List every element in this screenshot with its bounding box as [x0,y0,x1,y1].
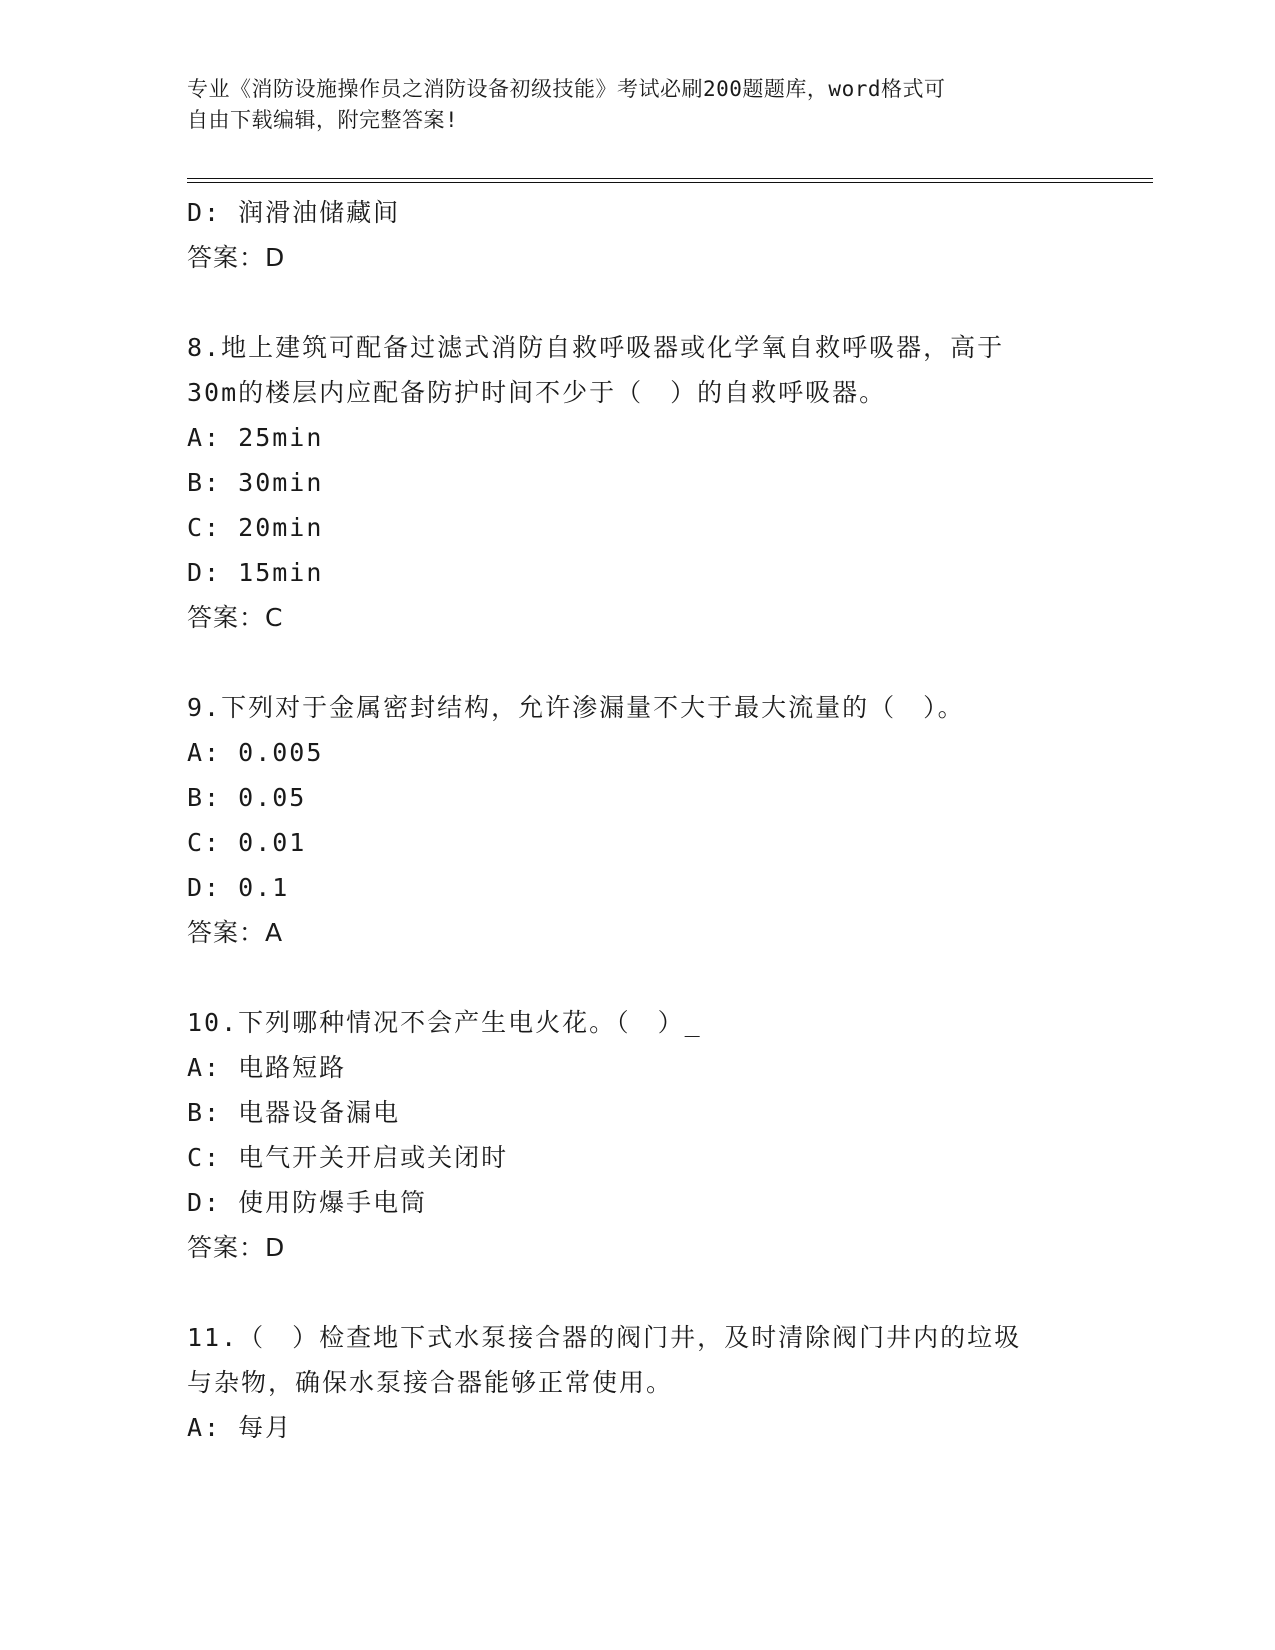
question-answer: 答案：A [187,918,284,947]
header-divider [187,178,1153,183]
document-body [187,190,1087,1450]
question-option: D: 使用防爆手电筒 [187,1188,428,1217]
question-stem: 与杂物，确保水泵接合器能够正常使用。 [187,1368,674,1397]
question-option: B: 30min [187,468,324,497]
question-option: C: 0.01 [187,828,307,857]
question-option: B: 电器设备漏电 [187,1098,401,1127]
question-option: A: 电路短路 [187,1053,347,1082]
question-option: A: 每月 [187,1413,293,1442]
spacer [187,280,1087,325]
page-header [187,74,1067,136]
spacer [187,640,1087,685]
question-option: C: 20min [187,513,324,542]
question-option: C: 电气开关开启或关闭时 [187,1143,509,1172]
question-block [187,685,1087,955]
question-option: A: 0.005 [187,738,324,767]
question-stem: 9.下列对于金属密封结构，允许渗漏量不大于最大流量的（ ）。 [187,693,965,722]
spacer [187,1270,1087,1315]
question-option: A: 25min [187,423,324,452]
header-line-2: 自由下载编辑，附完整答案! [187,108,459,132]
question-stem: 8.地上建筑可配备过滤式消防自救呼吸器或化学氧自救呼吸器，高于 [187,333,1005,362]
question-stem: 11.（ ）检查地下式水泵接合器的阀门井，及时清除阀门井内的垃圾 [187,1323,1022,1352]
header-line-1: 专业《消防设施操作员之消防设备初级技能》考试必刷200题题库，word格式可 [187,77,946,101]
question-option: D: 润滑油储藏间 [187,198,401,227]
question-option: B: 0.05 [187,783,307,812]
question-stem: 30m的楼层内应配备防护时间不少于（ ）的自救呼吸器。 [187,378,887,407]
question-answer: 答案：C [187,603,284,632]
question-option: D: 0.1 [187,873,290,902]
spacer [187,955,1087,1000]
question-stem: 10.下列哪种情况不会产生电火花。（ ）_ [187,1008,702,1037]
question-block [187,1000,1087,1270]
question-answer: 答案：D [187,243,286,272]
question-option: D: 15min [187,558,324,587]
question-answer: 答案：D [187,1233,286,1262]
question-block [187,325,1087,640]
question-block [187,1315,1087,1450]
